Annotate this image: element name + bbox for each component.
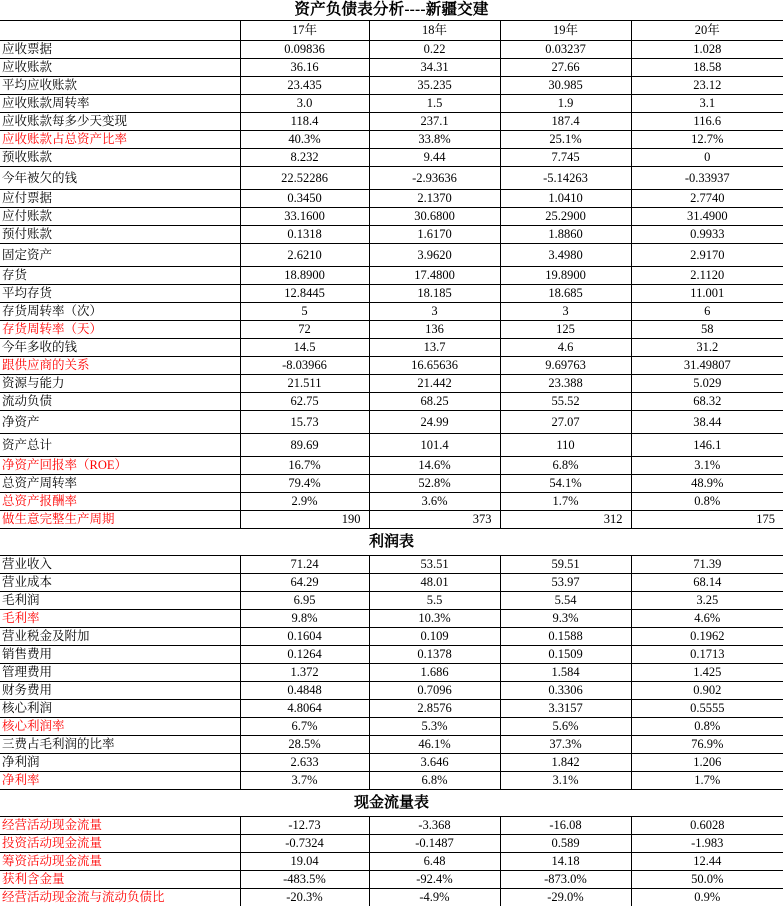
table-cell[interactable]: 18.185 xyxy=(369,285,500,303)
table-cell[interactable]: 6.8% xyxy=(369,772,500,790)
table-cell[interactable]: 14.5 xyxy=(240,339,369,357)
table-row xyxy=(0,226,783,244)
row-label: 存货 xyxy=(0,267,240,285)
table-cell[interactable]: 11.001 xyxy=(631,285,783,303)
table-cell[interactable]: 2.7740 xyxy=(631,190,783,208)
table-row xyxy=(0,95,783,113)
table-cell[interactable]: 2.9170 xyxy=(631,244,783,267)
table-cell[interactable]: 4.6% xyxy=(631,610,783,628)
table-cell[interactable]: -5.14263 xyxy=(500,167,631,190)
table-cell[interactable]: 3.1 xyxy=(631,95,783,113)
table-cell[interactable]: 18.8900 xyxy=(240,267,369,285)
table-cell[interactable]: 27.07 xyxy=(500,411,631,434)
table-cell[interactable]: 1.0410 xyxy=(500,190,631,208)
table-cell[interactable]: 68.32 xyxy=(631,393,783,411)
column-header-row xyxy=(0,21,783,41)
table-cell[interactable]: 110 xyxy=(500,434,631,457)
table-cell[interactable]: 0.6028 xyxy=(631,817,783,835)
table-cell[interactable]: 2.8576 xyxy=(369,700,500,718)
table-cell[interactable]: -1.983 xyxy=(631,835,783,853)
table-cell[interactable]: 30.6800 xyxy=(369,208,500,226)
table-cell[interactable]: 5.54 xyxy=(500,592,631,610)
table-row xyxy=(0,574,783,592)
table-row xyxy=(0,303,783,321)
table-cell[interactable]: 48.01 xyxy=(369,574,500,592)
table-row xyxy=(0,610,783,628)
row-label: 营业收入 xyxy=(0,556,240,574)
table-row xyxy=(0,357,783,375)
table-cell[interactable]: 22.52286 xyxy=(240,167,369,190)
table-cell[interactable]: 312 xyxy=(500,511,631,529)
table-cell[interactable]: 5.6% xyxy=(500,718,631,736)
table-row xyxy=(0,267,783,285)
row-label: 净利润 xyxy=(0,754,240,772)
table-cell[interactable]: 6.7% xyxy=(240,718,369,736)
row-label: 平均存货 xyxy=(0,285,240,303)
table-cell[interactable]: -29.0% xyxy=(500,889,631,906)
table-cell[interactable]: 1.206 xyxy=(631,754,783,772)
table-cell[interactable]: 10.3% xyxy=(369,610,500,628)
row-label: 净资产 xyxy=(0,411,240,434)
table-cell[interactable]: 72 xyxy=(240,321,369,339)
table-row xyxy=(0,59,783,77)
table-row xyxy=(0,700,783,718)
row-label: 营业税金及附加 xyxy=(0,628,240,646)
table-cell[interactable]: 4.6 xyxy=(500,339,631,357)
page-title: 资产负债表分析----新疆交建 xyxy=(294,1,489,18)
section-heading-row xyxy=(0,790,783,817)
table-row xyxy=(0,244,783,267)
table-row xyxy=(0,736,783,754)
table-cell[interactable]: -2.93636 xyxy=(369,167,500,190)
table-row xyxy=(0,871,783,889)
table-cell[interactable]: 3.25 xyxy=(631,592,783,610)
table-row xyxy=(0,646,783,664)
table-cell[interactable]: -16.08 xyxy=(500,817,631,835)
row-label: 应收账款每多少天变现 xyxy=(0,113,240,131)
table-cell[interactable]: 1.842 xyxy=(500,754,631,772)
table-row xyxy=(0,434,783,457)
table-row xyxy=(0,457,783,475)
table-cell[interactable]: 46.1% xyxy=(369,736,500,754)
row-label: 预付账款 xyxy=(0,226,240,244)
row-label: 经营活动现金流量 xyxy=(0,817,240,835)
table-row xyxy=(0,190,783,208)
row-label: 毛利率 xyxy=(0,610,240,628)
table-cell[interactable]: 68.25 xyxy=(369,393,500,411)
row-label: 销售费用 xyxy=(0,646,240,664)
column-header-label xyxy=(0,21,240,41)
table-cell[interactable]: 3.6% xyxy=(369,493,500,511)
table-cell[interactable]: 19.04 xyxy=(240,853,369,871)
table-cell[interactable]: 40.3% xyxy=(240,131,369,149)
table-cell[interactable]: 3.3157 xyxy=(500,700,631,718)
table-cell[interactable]: 53.97 xyxy=(500,574,631,592)
row-label: 应收账款占总资产比率 xyxy=(0,131,240,149)
row-label: 核心利润 xyxy=(0,700,240,718)
table-cell[interactable]: 0.1604 xyxy=(240,628,369,646)
table-cell[interactable]: 0.9933 xyxy=(631,226,783,244)
row-label: 应付账款 xyxy=(0,208,240,226)
table-cell[interactable]: 0.7096 xyxy=(369,682,500,700)
table-cell[interactable]: -0.7324 xyxy=(240,835,369,853)
table-cell[interactable]: 3 xyxy=(369,303,500,321)
table-row xyxy=(0,149,783,167)
table-cell[interactable]: 0.1962 xyxy=(631,628,783,646)
row-label: 存货周转率（天） xyxy=(0,321,240,339)
row-label: 总资产周转率 xyxy=(0,475,240,493)
table-cell[interactable]: 17.4800 xyxy=(369,267,500,285)
table-row xyxy=(0,853,783,871)
table-row xyxy=(0,817,783,835)
table-cell[interactable]: -0.33937 xyxy=(631,167,783,190)
row-label: 应付票据 xyxy=(0,190,240,208)
table-cell[interactable]: 3.4980 xyxy=(500,244,631,267)
table-cell[interactable]: 5.029 xyxy=(631,375,783,393)
table-row xyxy=(0,835,783,853)
table-cell[interactable]: 175 xyxy=(631,511,783,529)
table-cell[interactable]: 0.8% xyxy=(631,718,783,736)
row-label: 经营活动现金流与流动负债比 xyxy=(0,889,240,906)
row-label: 核心利润率 xyxy=(0,718,240,736)
table-cell[interactable]: 0.9% xyxy=(694,890,721,904)
table-cell[interactable]: -8.03966 xyxy=(240,357,369,375)
table-cell[interactable]: 24.99 xyxy=(369,411,500,434)
table-cell[interactable]: 0.1318 xyxy=(240,226,369,244)
table-cell[interactable]: 14.6% xyxy=(369,457,500,475)
column-header-year[interactable]: 17年 xyxy=(240,21,369,41)
row-label: 三费占毛利润的比率 xyxy=(0,736,240,754)
table-cell[interactable]: -0.1487 xyxy=(369,835,500,853)
table-cell[interactable]: 59.51 xyxy=(500,556,631,574)
table-cell[interactable]: 0.09836 xyxy=(240,41,369,59)
table-cell[interactable]: 9.3% xyxy=(500,610,631,628)
row-label: 流动负债 xyxy=(0,393,240,411)
row-label: 今年被欠的钱 xyxy=(0,167,240,190)
section-heading: 利润表 xyxy=(0,529,783,556)
table-cell[interactable]: 21.442 xyxy=(369,375,500,393)
table-cell[interactable]: 5.5 xyxy=(369,592,500,610)
table-cell[interactable]: 12.8445 xyxy=(240,285,369,303)
table-row xyxy=(0,285,783,303)
table-row xyxy=(0,375,783,393)
table-cell[interactable]: -12.73 xyxy=(240,817,369,835)
table-row xyxy=(0,321,783,339)
row-label: 平均应收账款 xyxy=(0,77,240,95)
table-cell[interactable]: 6.95 xyxy=(240,592,369,610)
table-cell[interactable]: 1.028 xyxy=(631,41,783,59)
table-cell[interactable]: 38.44 xyxy=(631,411,783,434)
table-row xyxy=(0,393,783,411)
table-row xyxy=(0,772,783,790)
row-label: 跟供应商的关系 xyxy=(0,357,240,375)
table-row xyxy=(0,339,783,357)
table-row xyxy=(0,167,783,190)
table-row xyxy=(0,113,783,131)
table-row xyxy=(0,628,783,646)
document-title-row xyxy=(0,0,783,21)
table-cell[interactable]: 125 xyxy=(500,321,631,339)
row-label: 存货周转率（次） xyxy=(0,303,240,321)
table-cell[interactable]: 2.633 xyxy=(240,754,369,772)
table-cell[interactable]: 12.7% xyxy=(631,131,783,149)
table-cell[interactable]: 35.235 xyxy=(369,77,500,95)
table-cell[interactable]: 0.22 xyxy=(369,41,500,59)
table-cell[interactable]: 8.232 xyxy=(240,149,369,167)
table-cell[interactable]: 1.8860 xyxy=(500,226,631,244)
table-cell[interactable]: 3.646 xyxy=(369,754,500,772)
row-label: 固定资产 xyxy=(0,244,240,267)
table-cell[interactable]: 0.03237 xyxy=(500,41,631,59)
table-cell[interactable]: 101.4 xyxy=(369,434,500,457)
table-cell[interactable]: 3.9620 xyxy=(369,244,500,267)
row-label: 总资产报酬率 xyxy=(0,493,240,511)
table-cell[interactable]: 187.4 xyxy=(500,113,631,131)
table-cell[interactable]: 30.985 xyxy=(500,77,631,95)
table-cell[interactable]: 0.5555 xyxy=(631,700,783,718)
table-cell[interactable]: 1.9 xyxy=(500,95,631,113)
table-row xyxy=(0,475,783,493)
table-row xyxy=(0,131,783,149)
table-cell[interactable]: 53.51 xyxy=(369,556,500,574)
table-cell[interactable]: 116.6 xyxy=(631,113,783,131)
table-row xyxy=(0,556,783,574)
table-cell[interactable]: 1.6170 xyxy=(369,226,500,244)
table-row xyxy=(0,889,783,906)
table-cell[interactable]: 0.4848 xyxy=(240,682,369,700)
table-cell[interactable]: 5 xyxy=(240,303,369,321)
table-cell[interactable]: -3.368 xyxy=(369,817,500,835)
table-cell[interactable]: 7.745 xyxy=(500,149,631,167)
table-cell[interactable]: 237.1 xyxy=(369,113,500,131)
table-row xyxy=(0,592,783,610)
table-cell[interactable]: 118.4 xyxy=(240,113,369,131)
table-cell[interactable]: 6.8% xyxy=(500,457,631,475)
table-cell[interactable]: 62.75 xyxy=(240,393,369,411)
table-row xyxy=(0,493,783,511)
table-cell[interactable]: 25.2900 xyxy=(500,208,631,226)
row-label: 净资产回报率（ROE） xyxy=(0,457,240,475)
table-cell[interactable]: 0 xyxy=(631,149,783,167)
table-cell[interactable]: 0.902 xyxy=(631,682,783,700)
table-cell[interactable]: 190 xyxy=(240,511,369,529)
table-cell[interactable]: 19.8900 xyxy=(500,267,631,285)
section-heading-row xyxy=(0,529,783,556)
table-cell[interactable]: -20.3% xyxy=(240,889,369,906)
table-cell[interactable]: 0.589 xyxy=(500,835,631,853)
section-heading: 现金流量表 xyxy=(0,790,783,817)
table-cell[interactable]: 15.73 xyxy=(240,411,369,434)
table-cell[interactable]: 373 xyxy=(369,511,500,529)
table-cell[interactable]: 146.1 xyxy=(631,434,783,457)
table-cell[interactable]: 4.8064 xyxy=(240,700,369,718)
table-cell[interactable]: -873.0% xyxy=(500,871,631,889)
table-row xyxy=(0,411,783,434)
table-cell[interactable]: 3.7% xyxy=(240,772,369,790)
row-label: 营业成本 xyxy=(0,574,240,592)
table-cell[interactable]: 1.7% xyxy=(631,772,783,790)
table-cell[interactable]: 36.16 xyxy=(240,59,369,77)
table-cell[interactable]: 6 xyxy=(631,303,783,321)
table-cell[interactable]: 52.8% xyxy=(369,475,500,493)
table-cell[interactable]: 18.58 xyxy=(631,59,783,77)
table-cell[interactable]: 0.109 xyxy=(369,628,500,646)
table-cell[interactable]: 0.1264 xyxy=(240,646,369,664)
table-cell[interactable]: 79.4% xyxy=(240,475,369,493)
table-cell[interactable]: 0.3450 xyxy=(240,190,369,208)
table-cell[interactable]: 58 xyxy=(631,321,783,339)
table-cell[interactable]: 2.1120 xyxy=(631,267,783,285)
row-label: 获利含金量 xyxy=(0,871,240,889)
table-cell[interactable]: 28.5% xyxy=(240,736,369,754)
table-cell[interactable]: 2.1370 xyxy=(369,190,500,208)
table-cell[interactable]: 1.5 xyxy=(369,95,500,113)
table-row xyxy=(0,511,783,529)
table-cell[interactable]: 50.0% xyxy=(631,871,783,889)
row-label: 财务费用 xyxy=(0,682,240,700)
table-cell[interactable]: 33.8% xyxy=(369,131,500,149)
row-label: 资产总计 xyxy=(0,434,240,457)
table-row xyxy=(0,754,783,772)
table-cell[interactable]: 31.2 xyxy=(631,339,783,357)
table-row xyxy=(0,208,783,226)
row-label: 做生意完整生产周期 xyxy=(0,511,240,529)
table-cell[interactable]: 1.372 xyxy=(240,664,369,682)
table-cell[interactable]: -4.9% xyxy=(369,889,500,906)
table-cell[interactable]: 0.3306 xyxy=(500,682,631,700)
table-cell[interactable]: 23.388 xyxy=(500,375,631,393)
row-label: 筹资活动现金流量 xyxy=(0,853,240,871)
table-cell[interactable]: 18.685 xyxy=(500,285,631,303)
row-label: 资源与能力 xyxy=(0,375,240,393)
table-cell[interactable]: 21.511 xyxy=(240,375,369,393)
table-cell[interactable]: 31.4900 xyxy=(631,208,783,226)
table-cell[interactable]: 33.1600 xyxy=(240,208,369,226)
table-cell[interactable]: 16.7% xyxy=(240,457,369,475)
table-cell[interactable]: 37.3% xyxy=(500,736,631,754)
table-cell[interactable]: 136 xyxy=(369,321,500,339)
table-cell[interactable]: 0.1713 xyxy=(631,646,783,664)
table-cell[interactable]: 14.18 xyxy=(500,853,631,871)
table-cell[interactable]: 68.14 xyxy=(631,574,783,592)
row-label: 今年多收的钱 xyxy=(0,339,240,357)
table-cell[interactable]: 48.9% xyxy=(631,475,783,493)
table-cell[interactable]: 3.1% xyxy=(500,772,631,790)
table-cell[interactable]: 2.6210 xyxy=(240,244,369,267)
row-label: 管理费用 xyxy=(0,664,240,682)
row-label: 毛利润 xyxy=(0,592,240,610)
table-row xyxy=(0,41,783,59)
table-cell[interactable]: 27.66 xyxy=(500,59,631,77)
table-cell[interactable]: 54.1% xyxy=(500,475,631,493)
row-label: 应收账款 xyxy=(0,59,240,77)
table-cell[interactable]: -483.5% xyxy=(240,871,369,889)
table-cell[interactable]: 71.24 xyxy=(240,556,369,574)
table-cell[interactable]: 0.1378 xyxy=(369,646,500,664)
table-cell[interactable]: 2.9% xyxy=(240,493,369,511)
table-cell[interactable]: 9.8% xyxy=(240,610,369,628)
table-cell[interactable]: 76.9% xyxy=(631,736,783,754)
table-cell[interactable]: 0.1509 xyxy=(500,646,631,664)
table-cell[interactable]: 13.7 xyxy=(369,339,500,357)
table-cell[interactable]: 1.425 xyxy=(631,664,783,682)
table-cell[interactable]: 9.69763 xyxy=(500,357,631,375)
table-row xyxy=(0,718,783,736)
table-cell[interactable]: 1.584 xyxy=(500,664,631,682)
table-cell[interactable]: 6.48 xyxy=(369,853,500,871)
table-row xyxy=(0,664,783,682)
table-cell[interactable]: 71.39 xyxy=(631,556,783,574)
table-cell[interactable]: 0.1588 xyxy=(500,628,631,646)
table-cell[interactable]: 23.435 xyxy=(240,77,369,95)
table-cell[interactable]: 25.1% xyxy=(500,131,631,149)
table-cell[interactable]: 9.44 xyxy=(369,149,500,167)
row-label: 净利率 xyxy=(0,772,240,790)
table-cell[interactable]: 3.0 xyxy=(240,95,369,113)
row-label: 应收票据 xyxy=(0,41,240,59)
table-cell[interactable]: -92.4% xyxy=(369,871,500,889)
table-cell[interactable]: 3 xyxy=(500,303,631,321)
column-header-year[interactable]: 20年 xyxy=(631,21,783,41)
table-cell[interactable]: 16.65636 xyxy=(369,357,500,375)
table-cell[interactable]: 3.1% xyxy=(631,457,783,475)
column-header-year[interactable]: 19年 xyxy=(500,21,631,41)
table-row xyxy=(0,77,783,95)
row-label: 预收账款 xyxy=(0,149,240,167)
table-cell[interactable]: 64.29 xyxy=(240,574,369,592)
table-cell[interactable]: 23.12 xyxy=(631,77,783,95)
table-cell[interactable]: 34.31 xyxy=(369,59,500,77)
table-cell[interactable]: 1.686 xyxy=(369,664,500,682)
table-cell[interactable]: 31.49807 xyxy=(631,357,783,375)
row-label: 投资活动现金流量 xyxy=(0,835,240,853)
table-cell[interactable]: 5.3% xyxy=(369,718,500,736)
row-label: 应收账款周转率 xyxy=(0,95,240,113)
table-cell[interactable]: 55.52 xyxy=(500,393,631,411)
table-row xyxy=(0,682,783,700)
table-cell[interactable]: 12.44 xyxy=(631,853,783,871)
column-header-year[interactable]: 18年 xyxy=(369,21,500,41)
table-cell[interactable]: 0.8% xyxy=(631,493,783,511)
table-cell[interactable]: 1.7% xyxy=(500,493,631,511)
table-cell[interactable]: 89.69 xyxy=(240,434,369,457)
